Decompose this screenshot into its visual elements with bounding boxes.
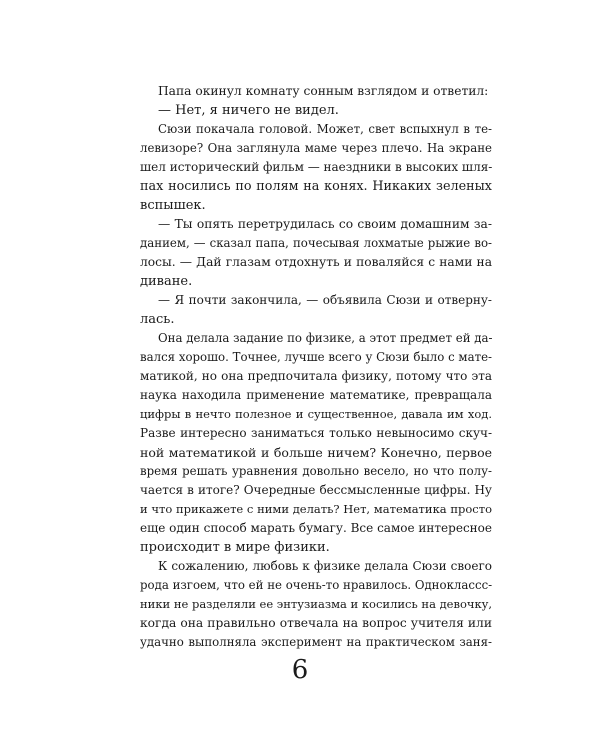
text-line: диване. (140, 274, 193, 289)
text-line: пах носились по полям на конях. Никаких зеленых (140, 179, 492, 194)
text-line: — Я почти закончила, — объявила Сюзи и отверну- (158, 293, 492, 307)
text-line: цифры в нечто полезное и существенное, давала им ход. (140, 407, 492, 421)
text-line: Сюзи покачала головой. Может, свет вспыхнул в те- (158, 122, 492, 136)
body-text (140, 82, 492, 652)
text-line: еще один способ марать бумагу. Все самое интересное (140, 521, 492, 535)
text-line: чается в итоге? Очередные бессмысленные цифры. Ну (140, 483, 492, 497)
text-line: время решать уравнения довольно весело, но что полу- (140, 464, 492, 478)
text-line: К сожалению, любовь к физике делала Сюзи своего (158, 559, 492, 573)
text-line: ной математикой и больше ничем? Конечно, первое (140, 445, 492, 460)
text-line: лосы. — Дай глазам отдохнуть и поваляйся с нами на (140, 255, 492, 269)
text-line: — Ты опять перетрудилась со своим домашним за- (158, 217, 492, 231)
text-line: рода изгоем, что ей не очень-то нравилось. Одноклассс- (140, 578, 493, 592)
text-line: — Нет, я ничего не видел. (158, 103, 339, 118)
text-line: когда она правильно отвечала на вопрос учителя или (140, 616, 492, 630)
text-line: левизоре? Она заглянула маме через плечо. На экране (140, 141, 492, 155)
text-line: вспышек. (140, 198, 206, 213)
text-line: данием, — сказал папа, почесывая лохматые рыжие во- (140, 236, 492, 250)
text-line: происходит в мире физики. (140, 540, 330, 555)
text-line: Папа окинул комнату сонным взглядом и ответил: (158, 84, 489, 98)
text-line: матикой, но она предпочитала физику, потому что эта (140, 369, 492, 383)
text-line: лась. (140, 312, 175, 327)
text-line: и что прикажете с ними делать? Нет, математика просто (140, 502, 492, 516)
text-line: Разве интересно заниматься только невыносимо скуч- (140, 426, 492, 440)
page-number: 6 (291, 655, 309, 685)
text-line: ники не разделяли ее энтузиазма и косились на девочку, (140, 597, 493, 611)
text-line: Она делала задание по физике, а этот предмет ей да- (158, 331, 493, 345)
text-line: вался хорошо. Точнее, лучше всего у Сюзи было с мате- (140, 350, 492, 364)
text-line: наука находила применение математике, превращала (140, 388, 492, 402)
text-line: шел исторический фильм — наездники в высоких шля- (140, 160, 493, 174)
text-line: удачно выполняла эксперимент на практическом заня- (140, 635, 492, 649)
